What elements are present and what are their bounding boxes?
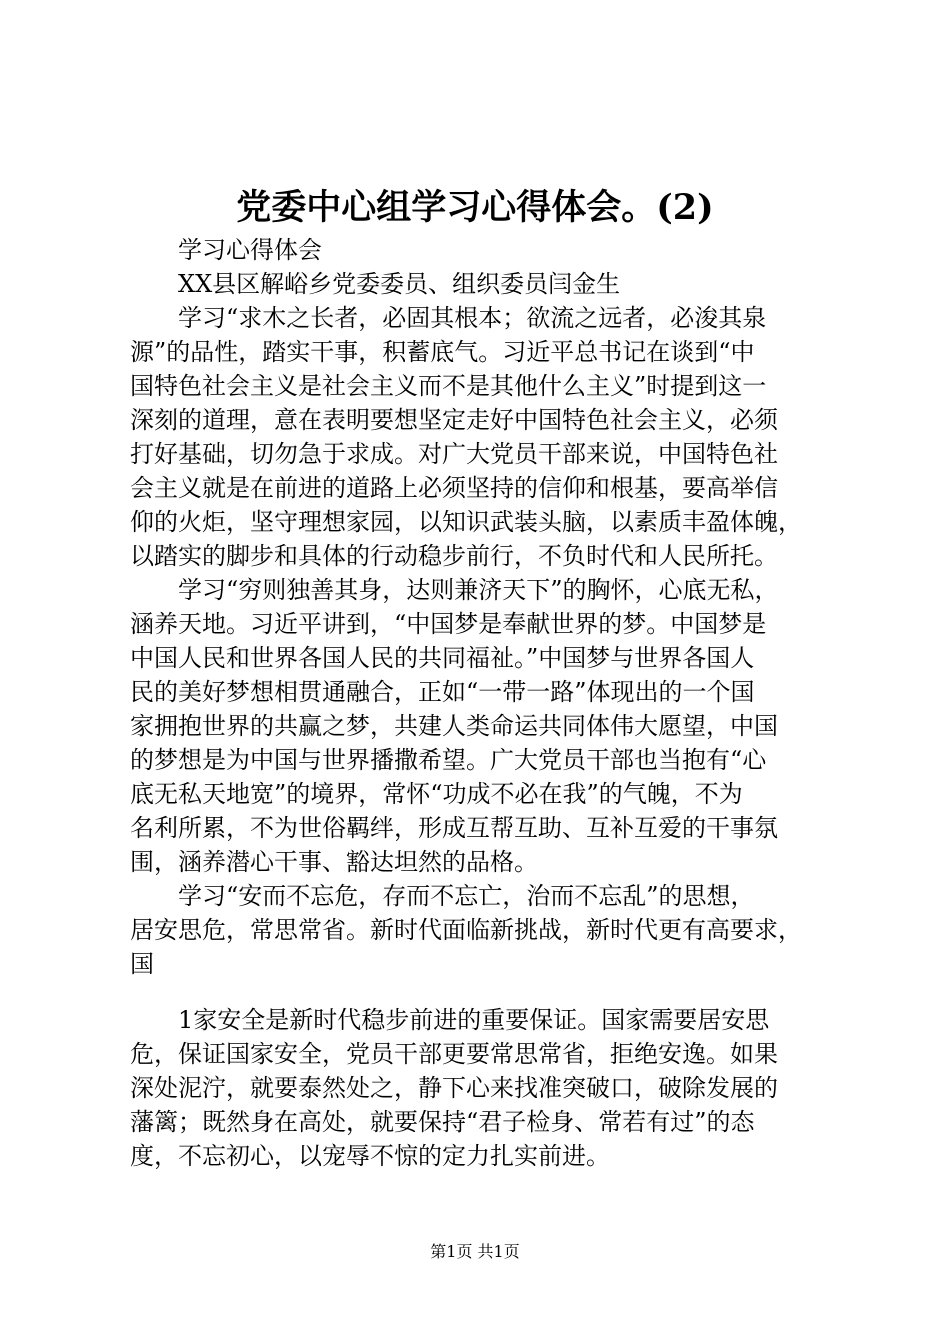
text-line: 居安思危，常思常省。新时代面临新挑战，新时代更有高要求， xyxy=(130,916,802,944)
text-line: 的梦想是为中国与世界播撒希望。广大党员干部也当抱有“心 xyxy=(130,746,767,774)
text-line: 深刻的道理，意在表明要想坚定走好中国特色社会主义，必须 xyxy=(130,406,778,434)
text-line: 国特色社会主义是社会主义而不是其他什么主义”时提到这一 xyxy=(130,372,767,400)
text-line: 1家安全是新时代稳步前进的重要保证。国家需要居安思 xyxy=(178,1006,770,1034)
text-line-author: XX县区解峪乡党委委员、组织委员闫金生 xyxy=(178,270,621,298)
text-line-heading: 学习心得体会 xyxy=(178,236,322,264)
text-line: 仰的火炬，坚守理想家园，以知识武装头脑，以素质丰盈体魄， xyxy=(130,508,802,536)
text-line: 名利所累，不为世俗羁绊，形成互帮互助、互补互爱的干事氛 xyxy=(130,814,778,842)
text-line: 学习“穷则独善其身，达则兼济天下”的胸怀，心底无私， xyxy=(178,576,779,604)
document-title: 党委中心组学习心得体会。(2) xyxy=(236,187,714,228)
text-line: 国 xyxy=(130,950,154,978)
text-line: 源”的品性，踏实干事，积蓄底气。习近平总书记在谈到“中 xyxy=(130,338,755,366)
text-line: 涵养天地。习近平讲到，“中国梦是奉献世界的梦。中国梦是 xyxy=(130,610,767,638)
text-line: 深处泥泞，就要泰然处之，静下心来找准突破口，破除发展的 xyxy=(130,1074,778,1102)
text-line: 围，涵养潜心干事、豁达坦然的品格。 xyxy=(130,848,538,876)
text-line: 民的美好梦想相贯通融合，正如“一带一路”体现出的一个国 xyxy=(130,678,755,706)
text-line: 学习“求木之长者，必固其根本；欲流之远者，必浚其泉 xyxy=(178,304,767,332)
text-line: 度，不忘初心，以宠辱不惊的定力扎实前进。 xyxy=(130,1142,610,1170)
text-line: 中国人民和世界各国人民的共同福祉。”中国梦与世界各国人 xyxy=(130,644,755,672)
text-line: 危，保证国家安全，党员干部更要常思常省，拒绝安逸。如果 xyxy=(130,1040,778,1068)
text-line: 学习“安而不忘危，存而不忘亡，治而不忘乱”的思想， xyxy=(178,882,755,910)
text-line: 藩篱；既然身在高处，就要保持“君子检身、常若有过”的态 xyxy=(130,1108,755,1136)
text-line: 底无私天地宽”的境界，常怀“功成不必在我”的气魄，不为 xyxy=(130,780,743,808)
text-line: 打好基础，切勿急于求成。对广大党员干部来说，中国特色社 xyxy=(130,440,778,468)
text-line: 家拥抱世界的共赢之梦，共建人类命运共同体伟大愿望，中国 xyxy=(130,712,778,740)
page-footer: 第1页 共1页 xyxy=(430,1242,520,1261)
text-line: 以踏实的脚步和具体的行动稳步前行，不负时代和人民所托。 xyxy=(130,542,778,570)
text-line: 会主义就是在前进的道路上必须坚持的信仰和根基，要高举信 xyxy=(130,474,778,502)
